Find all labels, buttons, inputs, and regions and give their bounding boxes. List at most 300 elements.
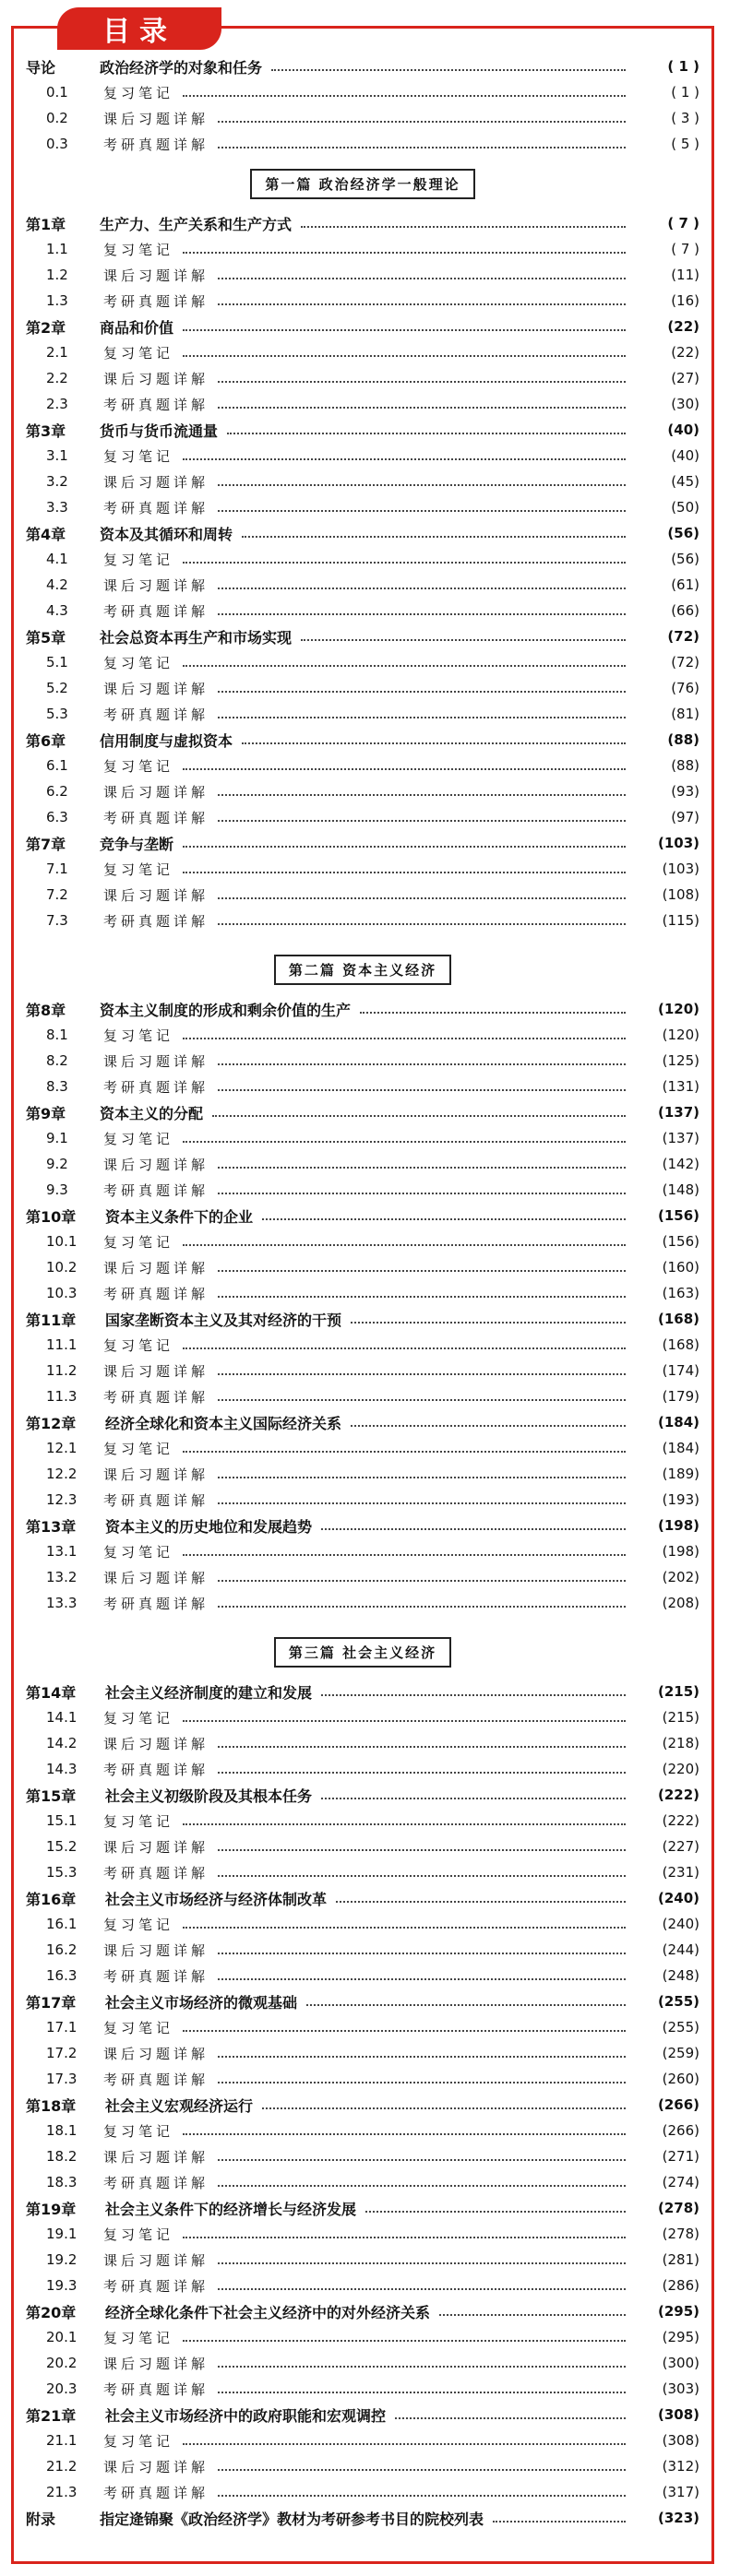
section-entry[interactable] — [26, 2221, 699, 2247]
section-title: 课后习题详解 — [103, 1735, 209, 1752]
dot-leader — [183, 95, 626, 97]
section-number: 19.3 — [46, 2277, 78, 2294]
section-number: 2.2 — [46, 370, 68, 386]
dot-leader — [218, 2288, 626, 2290]
section-entry[interactable] — [26, 1538, 699, 1564]
page-number: (168) — [662, 1336, 699, 1353]
dot-leader — [365, 2211, 626, 2213]
section-entry[interactable] — [26, 1756, 699, 1782]
dot-leader — [183, 1554, 626, 1556]
section-entry[interactable] — [26, 649, 699, 675]
chapter-entry[interactable] — [26, 520, 699, 546]
page-number: (45) — [671, 473, 699, 490]
section-title: 课后习题详解 — [103, 1569, 209, 1586]
page-number: (125) — [662, 1052, 699, 1069]
section-entry[interactable] — [26, 1332, 699, 1358]
page-number: (266) — [657, 2096, 699, 2113]
chapter-title: 资本及其循环和周转 — [100, 525, 233, 543]
section-entry[interactable] — [26, 804, 699, 830]
section-number: 17.2 — [46, 2045, 78, 2061]
section-number: 15.2 — [46, 1838, 78, 1855]
page-number: (50) — [671, 499, 699, 516]
section-title: 考研真题详解 — [103, 912, 209, 930]
chapter-title: 商品和价值 — [100, 318, 174, 337]
page-number: (295) — [657, 2303, 699, 2320]
chapter-number: 第20章 — [26, 2303, 77, 2321]
page-number: (248) — [662, 1967, 699, 1984]
section-title: 考研真题详解 — [103, 1595, 209, 1612]
section-entry[interactable] — [26, 675, 699, 701]
section-number: 1.2 — [46, 267, 68, 283]
section-entry[interactable] — [26, 1730, 699, 1756]
page-number: (61) — [671, 576, 699, 593]
section-entry[interactable] — [26, 753, 699, 778]
page-number: (40) — [667, 421, 699, 438]
dot-leader — [218, 1373, 626, 1375]
section-number: 20.3 — [46, 2380, 78, 2397]
group-spacer — [26, 1616, 699, 1625]
section-entry[interactable] — [26, 778, 699, 804]
chapter-title: 社会主义宏观经济运行 — [105, 2096, 254, 2115]
chapter-entry[interactable] — [26, 830, 699, 856]
section-entry[interactable] — [26, 2350, 699, 2376]
section-number: 7.1 — [46, 861, 68, 877]
chapter-title: 社会主义市场经济与经济体制改革 — [105, 1890, 328, 1908]
dot-leader — [218, 1477, 626, 1478]
page-number: (278) — [657, 2200, 699, 2216]
section-entry[interactable] — [26, 856, 699, 882]
section-title: 考研真题详解 — [103, 292, 209, 310]
page-number: (103) — [657, 835, 699, 851]
section-number: 17.3 — [46, 2071, 78, 2087]
dot-leader — [218, 1606, 626, 1608]
chapter-title: 指定逄锦聚《政治经济学》教材为考研参考书目的院校列表 — [100, 2510, 484, 2528]
page-number: ( 5 ) — [671, 136, 699, 152]
dot-leader — [218, 278, 626, 279]
dot-leader — [218, 484, 626, 486]
section-number: 8.1 — [46, 1027, 68, 1043]
chapter-title: 国家垄断资本主义及其对经济的干预 — [105, 1311, 342, 1329]
dot-leader — [351, 1322, 626, 1324]
chapter-number: 第19章 — [26, 2200, 77, 2218]
section-number: 7.2 — [46, 886, 68, 903]
page-number: (244) — [662, 1941, 699, 1958]
dot-leader — [183, 1451, 626, 1453]
section-entry[interactable] — [26, 2324, 699, 2350]
chapter-entry[interactable] — [26, 417, 699, 443]
dot-leader — [183, 846, 626, 848]
section-entry[interactable] — [26, 701, 699, 727]
chapter-entry[interactable] — [26, 1513, 699, 1538]
page-number: (88) — [671, 757, 699, 774]
page-number: (120) — [657, 1001, 699, 1017]
section-title: 考研真题详解 — [103, 1078, 209, 1096]
dot-leader — [218, 1296, 626, 1298]
page-number: (198) — [657, 1517, 699, 1534]
part-heading-row — [26, 943, 699, 996]
section-number: 19.2 — [46, 2251, 78, 2268]
dot-leader — [218, 923, 626, 925]
section-number: 17.1 — [46, 2019, 78, 2036]
section-entry[interactable] — [26, 1383, 699, 1409]
section-entry[interactable] — [26, 2479, 699, 2505]
section-entry[interactable] — [26, 391, 699, 417]
chapter-entry[interactable] — [26, 996, 699, 1022]
page-number: (81) — [671, 706, 699, 722]
chapter-title: 社会总资本再生产和市场实现 — [100, 628, 293, 647]
section-entry[interactable] — [26, 1487, 699, 1513]
dot-leader — [218, 2262, 626, 2264]
chapter-entry[interactable] — [26, 2298, 699, 2324]
section-entry[interactable] — [26, 1435, 699, 1461]
chapter-entry[interactable] — [26, 1203, 699, 1229]
section-entry[interactable] — [26, 2428, 699, 2453]
section-title: 复习笔记 — [103, 861, 174, 878]
section-entry[interactable] — [26, 2014, 699, 2040]
page-number: (274) — [662, 2174, 699, 2190]
section-title: 复习笔记 — [103, 654, 174, 671]
dot-leader — [218, 1849, 626, 1851]
section-entry[interactable] — [26, 79, 699, 105]
section-entry[interactable] — [26, 1704, 699, 1730]
section-number: 2.3 — [46, 396, 68, 412]
chapter-title: 信用制度与虚拟资本 — [100, 731, 233, 750]
chapter-entry[interactable] — [26, 727, 699, 753]
chapter-number: 第7章 — [26, 835, 66, 853]
dot-leader — [183, 1347, 626, 1349]
dot-leader — [218, 2056, 626, 2058]
dot-leader — [218, 897, 626, 899]
page-number: (163) — [662, 1285, 699, 1301]
page-number: (227) — [662, 1838, 699, 1855]
section-title: 复习笔记 — [103, 1027, 174, 1044]
dot-leader — [218, 2366, 626, 2368]
section-number: 8.3 — [46, 1078, 68, 1095]
section-entry[interactable] — [26, 1834, 699, 1859]
section-entry[interactable] — [26, 1963, 699, 1988]
section-entry[interactable] — [26, 1074, 699, 1099]
chapter-title: 社会主义条件下的经济增长与经济发展 — [105, 2200, 357, 2218]
section-entry[interactable] — [26, 1022, 699, 1048]
section-entry[interactable] — [26, 2066, 699, 2092]
page-number: (137) — [662, 1130, 699, 1146]
section-entry[interactable] — [26, 131, 699, 157]
section-entry[interactable] — [26, 1280, 699, 1306]
page-number: (300) — [662, 2355, 699, 2371]
section-number: 18.2 — [46, 2148, 78, 2165]
section-number: 4.2 — [46, 576, 68, 593]
chapter-title: 社会主义市场经济中的政府职能和宏观调控 — [105, 2406, 387, 2425]
chapter-entry[interactable] — [26, 314, 699, 339]
section-number: 0.2 — [46, 110, 68, 126]
section-entry[interactable] — [26, 443, 699, 469]
section-title: 复习笔记 — [103, 1709, 174, 1727]
dot-leader — [218, 2392, 626, 2393]
page-number: (255) — [657, 1993, 699, 2010]
dot-leader — [262, 2107, 626, 2109]
dot-leader — [218, 1193, 626, 1194]
section-title: 考研真题详解 — [103, 1181, 209, 1199]
section-number: 15.3 — [46, 1864, 78, 1881]
chapter-number: 第5章 — [26, 628, 66, 647]
chapter-number: 第4章 — [26, 525, 66, 543]
chapter-number: 第13章 — [26, 1517, 77, 1536]
page-number: (184) — [657, 1414, 699, 1430]
page-number: (93) — [671, 783, 699, 800]
dot-leader — [183, 2237, 626, 2238]
section-entry[interactable] — [26, 1461, 699, 1487]
section-number: 2.1 — [46, 344, 68, 361]
section-title: 复习笔记 — [103, 1812, 174, 1830]
section-entry[interactable] — [26, 105, 699, 131]
section-number: 18.3 — [46, 2174, 78, 2190]
section-entry[interactable] — [26, 2453, 699, 2479]
dot-leader — [301, 226, 626, 228]
section-title: 考研真题详解 — [103, 499, 209, 516]
chapter-title: 社会主义初级阶段及其根本任务 — [105, 1787, 313, 1805]
chapter-number: 第8章 — [26, 1001, 66, 1019]
section-title: 复习笔记 — [103, 1233, 174, 1251]
section-title: 考研真题详解 — [103, 602, 209, 620]
chapter-entry[interactable] — [26, 623, 699, 649]
section-number: 11.2 — [46, 1362, 78, 1379]
section-title: 复习笔记 — [103, 2432, 174, 2450]
dot-leader — [395, 2417, 626, 2419]
section-title: 课后习题详解 — [103, 1941, 209, 1959]
section-title: 课后习题详解 — [103, 576, 209, 594]
section-entry[interactable] — [26, 1937, 699, 1963]
dot-leader — [360, 1012, 626, 1014]
dot-leader — [306, 2004, 626, 2006]
part-heading-row — [26, 157, 699, 210]
section-title: 复习笔记 — [103, 1543, 174, 1561]
chapter-entry[interactable] — [26, 1679, 699, 1704]
section-number: 21.3 — [46, 2484, 78, 2500]
dot-leader — [183, 2340, 626, 2342]
page-number: (255) — [662, 2019, 699, 2036]
section-entry[interactable] — [26, 1808, 699, 1834]
section-number: 11.1 — [46, 1336, 78, 1353]
section-title: 复习笔记 — [103, 757, 174, 775]
section-number: 19.1 — [46, 2226, 78, 2242]
section-number: 5.2 — [46, 680, 68, 696]
section-title: 复习笔记 — [103, 344, 174, 362]
section-title: 考研真题详解 — [103, 706, 209, 723]
page-number: (22) — [667, 318, 699, 335]
chapter-title: 社会主义市场经济的微观基础 — [105, 1993, 298, 2012]
section-number: 6.3 — [46, 809, 68, 825]
page-number: (240) — [662, 1916, 699, 1932]
dot-leader — [183, 1244, 626, 1246]
section-entry[interactable] — [26, 494, 699, 520]
dot-leader — [493, 2521, 626, 2523]
chapter-entry[interactable] — [26, 1409, 699, 1435]
section-entry[interactable] — [26, 908, 699, 933]
chapter-entry[interactable] — [26, 2402, 699, 2428]
dot-leader — [218, 613, 626, 615]
section-title: 课后习题详解 — [103, 2355, 209, 2372]
page-number: (108) — [662, 886, 699, 903]
chapter-entry[interactable] — [26, 1782, 699, 1808]
section-entry[interactable] — [26, 1590, 699, 1616]
section-entry[interactable] — [26, 262, 699, 288]
dot-leader — [183, 1038, 626, 1039]
section-title: 复习笔记 — [103, 1130, 174, 1147]
dot-leader — [218, 1089, 626, 1091]
page-number: (168) — [657, 1311, 699, 1327]
dot-leader — [183, 768, 626, 770]
section-entry[interactable] — [26, 469, 699, 494]
section-entry[interactable] — [26, 1859, 699, 1885]
chapter-number: 第14章 — [26, 1683, 77, 1702]
section-entry[interactable] — [26, 2169, 699, 2195]
part-heading-row — [26, 1625, 699, 1679]
dot-leader — [218, 407, 626, 409]
section-number: 14.1 — [46, 1709, 78, 1726]
chapter-entry[interactable] — [26, 1099, 699, 1125]
chapter-entry[interactable] — [26, 2092, 699, 2118]
dot-leader — [218, 588, 626, 589]
section-title: 课后习题详解 — [103, 2251, 209, 2269]
page-number: (312) — [662, 2458, 699, 2475]
dot-leader — [321, 1528, 626, 1530]
page-number: (222) — [662, 1812, 699, 1829]
dot-leader — [218, 2159, 626, 2161]
page-number: (179) — [662, 1388, 699, 1405]
dot-leader — [183, 872, 626, 873]
section-entry[interactable] — [26, 2040, 699, 2066]
page-number: (215) — [662, 1709, 699, 1726]
section-number: 12.1 — [46, 1440, 78, 1456]
chapter-entry[interactable] — [26, 2505, 699, 2531]
dot-leader — [183, 2133, 626, 2135]
section-entry[interactable] — [26, 236, 699, 262]
section-number: 13.2 — [46, 1569, 78, 1585]
section-title: 考研真题详解 — [103, 1864, 209, 1882]
page-number: (286) — [662, 2277, 699, 2294]
section-title: 复习笔记 — [103, 2226, 174, 2243]
section-entry[interactable] — [26, 288, 699, 314]
section-entry[interactable] — [26, 1151, 699, 1177]
dot-leader — [218, 1875, 626, 1877]
page-number: (220) — [662, 1761, 699, 1777]
dot-leader — [218, 1502, 626, 1504]
section-title: 课后习题详解 — [103, 2148, 209, 2166]
dot-leader — [218, 1270, 626, 1272]
section-number: 16.3 — [46, 1967, 78, 1984]
section-entry[interactable] — [26, 2376, 699, 2402]
section-title: 课后习题详解 — [103, 110, 209, 127]
dot-leader — [271, 69, 626, 71]
chapter-entry[interactable] — [26, 1306, 699, 1332]
section-entry[interactable] — [26, 1911, 699, 1937]
page-number: ( 1 ) — [671, 84, 699, 101]
page-number: ( 7 ) — [671, 241, 699, 257]
section-entry[interactable] — [26, 546, 699, 572]
dot-leader — [218, 1772, 626, 1774]
section-number: 9.3 — [46, 1181, 68, 1198]
dot-leader — [301, 639, 626, 641]
section-entry[interactable] — [26, 1125, 699, 1151]
section-entry[interactable] — [26, 1564, 699, 1590]
section-entry[interactable] — [26, 598, 699, 623]
chapter-number: 第2章 — [26, 318, 66, 337]
chapter-title: 社会主义经济制度的建立和发展 — [105, 1683, 313, 1702]
table-of-contents — [26, 53, 699, 2531]
section-title: 复习笔记 — [103, 551, 174, 568]
chapter-title: 经济全球化和资本主义国际经济关系 — [105, 1414, 342, 1432]
page-number: (72) — [671, 654, 699, 671]
section-entry[interactable] — [26, 2273, 699, 2298]
chapter-entry[interactable] — [26, 210, 699, 236]
chapter-entry[interactable] — [26, 53, 699, 79]
section-entry[interactable] — [26, 882, 699, 908]
section-number: 14.3 — [46, 1761, 78, 1777]
section-entry[interactable] — [26, 572, 699, 598]
section-entry[interactable] — [26, 2247, 699, 2273]
section-entry[interactable] — [26, 1254, 699, 1280]
dot-leader — [183, 458, 626, 460]
section-entry[interactable] — [26, 2143, 699, 2169]
chapter-number: 第21章 — [26, 2406, 77, 2425]
page-number: (260) — [662, 2071, 699, 2087]
section-title: 课后习题详解 — [103, 1838, 209, 1856]
section-entry[interactable] — [26, 1177, 699, 1203]
section-number: 13.3 — [46, 1595, 78, 1611]
chapter-number: 导论 — [26, 58, 56, 77]
chapter-number: 第15章 — [26, 1787, 77, 1805]
page-number: (56) — [667, 525, 699, 541]
section-entry[interactable] — [26, 2118, 699, 2143]
page-number: (11) — [671, 267, 699, 283]
dot-leader — [218, 794, 626, 796]
section-title: 课后习题详解 — [103, 783, 209, 801]
dot-leader — [218, 1167, 626, 1169]
section-number: 20.2 — [46, 2355, 78, 2371]
page-number: (218) — [662, 1735, 699, 1751]
section-title: 复习笔记 — [103, 2019, 174, 2036]
page-number: (278) — [662, 2226, 699, 2242]
chapter-entry[interactable] — [26, 1988, 699, 2014]
section-title: 课后习题详解 — [103, 1259, 209, 1276]
section-entry[interactable] — [26, 1048, 699, 1074]
page-number: (215) — [657, 1683, 699, 1700]
section-entry[interactable] — [26, 339, 699, 365]
section-entry[interactable] — [26, 1229, 699, 1254]
section-number: 16.2 — [46, 1941, 78, 1958]
section-entry[interactable] — [26, 1358, 699, 1383]
dot-leader — [262, 1218, 626, 1220]
chapter-number: 第16章 — [26, 1890, 77, 1908]
section-entry[interactable] — [26, 365, 699, 391]
chapter-entry[interactable] — [26, 2195, 699, 2221]
dot-leader — [218, 1746, 626, 1748]
page-number: (88) — [667, 731, 699, 748]
section-number: 1.1 — [46, 241, 68, 257]
page-number: (97) — [671, 809, 699, 825]
page-number: (72) — [667, 628, 699, 645]
page-number: (66) — [671, 602, 699, 619]
page-number: (271) — [662, 2148, 699, 2165]
page-number: (281) — [662, 2251, 699, 2268]
section-number: 5.1 — [46, 654, 68, 671]
chapter-entry[interactable] — [26, 1885, 699, 1911]
section-title: 考研真题详解 — [103, 2174, 209, 2191]
dot-leader — [212, 1115, 626, 1117]
page-number: (137) — [657, 1104, 699, 1121]
dot-leader — [183, 355, 626, 357]
dot-leader — [218, 2495, 626, 2497]
